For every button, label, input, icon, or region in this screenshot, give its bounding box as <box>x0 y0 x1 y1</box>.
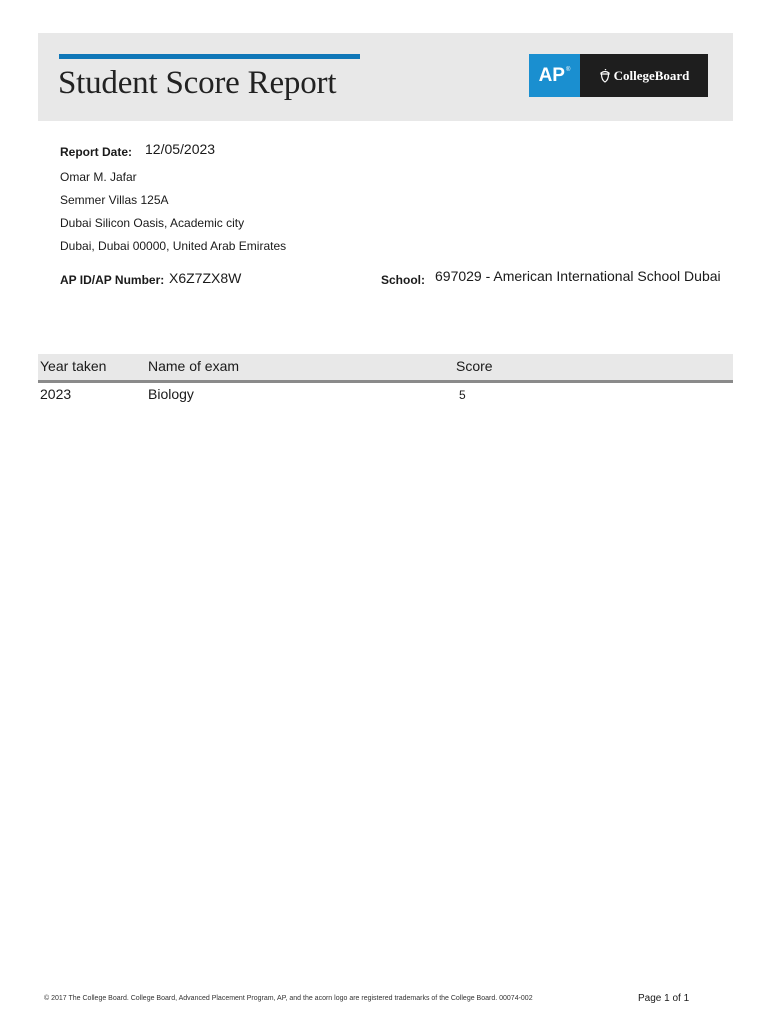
collegeboard-logo-text: CollegeBoard <box>613 67 690 83</box>
address-line-3: Dubai, Dubai 00000, United Arab Emirates <box>60 239 287 253</box>
school-value: 697029 - American International School Dubai <box>435 268 721 284</box>
report-date-value: 12/05/2023 <box>145 141 216 157</box>
report-date-label: Report Date: <box>60 145 133 159</box>
report-header <box>38 33 733 121</box>
cell-year: 2023 <box>40 386 72 402</box>
acorn-icon <box>599 69 611 83</box>
accent-bar <box>59 54 360 59</box>
collegeboard-logo <box>580 54 708 97</box>
address-line-1: Semmer Villas 125A <box>60 193 169 207</box>
column-header-score: Score <box>456 358 493 374</box>
registered-mark: ® <box>565 66 571 73</box>
ap-logo <box>529 54 580 97</box>
page-number: Page 1 of 1 <box>638 993 690 1004</box>
cell-score: 5 <box>459 388 466 402</box>
table-row <box>38 386 733 406</box>
column-header-year: Year taken <box>40 358 107 374</box>
address-line-2: Dubai Silicon Oasis, Academic city <box>60 216 245 230</box>
ap-collegeboard-logo <box>529 54 708 97</box>
ap-logo-text: AP <box>538 64 565 86</box>
student-name: Omar M. Jafar <box>60 170 137 184</box>
page-title: Student Score Report <box>58 65 337 101</box>
column-header-exam: Name of exam <box>148 358 240 374</box>
school-label: School: <box>381 273 425 287</box>
score-table-header <box>38 354 733 383</box>
ap-id-value: X6Z7ZX8W <box>169 270 242 286</box>
cell-exam: Biology <box>148 386 194 402</box>
copyright-notice: © 2017 The College Board. College Board, Advanced Placement Program, AP, and the acorn logo are registered trademarks of the College Board. 00074-002 <box>44 995 533 1002</box>
ap-id-label: AP ID/AP Number: <box>60 273 165 287</box>
